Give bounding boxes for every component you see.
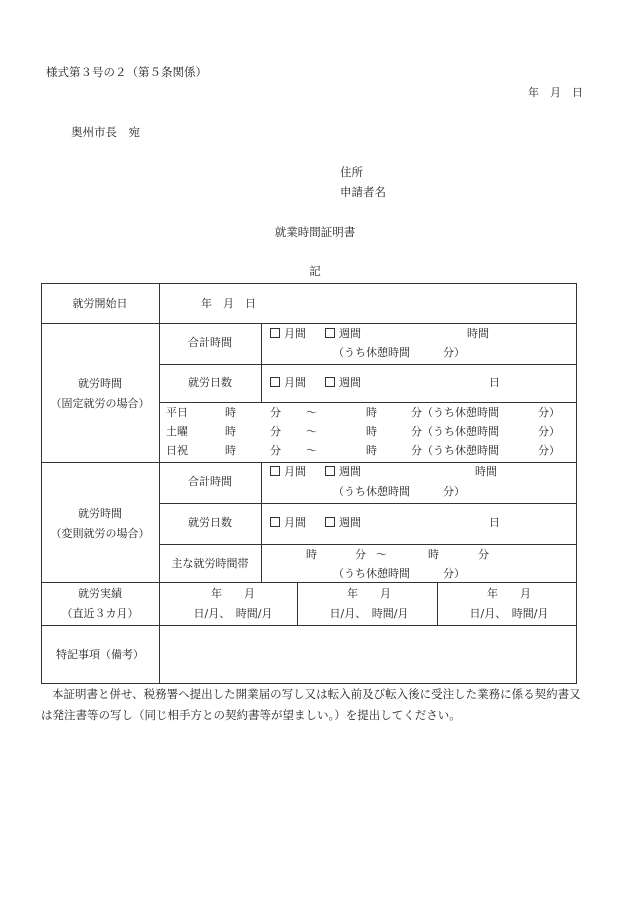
variable-days-label: 就労日数 [188, 516, 232, 529]
checkbox-week[interactable] [325, 466, 335, 476]
record-label: 就労実績 [78, 587, 122, 600]
fixed-days-label: 就労日数 [188, 376, 232, 389]
variable-days-options: 月間 週間 [270, 517, 361, 528]
address-label: 住所 [340, 165, 363, 179]
checkbox-week[interactable] [325, 328, 335, 338]
document-title: 就業時間証明書 [274, 225, 356, 239]
fixed-hours-sublabel: （固定就労の場合） [50, 397, 150, 410]
variable-total-label: 合計時間 [188, 475, 232, 488]
row-divider [159, 364, 576, 365]
remarks-field[interactable] [160, 626, 574, 682]
row-divider [42, 582, 576, 583]
record-sublabel: （直近３カ月） [61, 607, 139, 620]
certificate-table [41, 283, 577, 684]
remarks-label: 特記事項（備考） [56, 648, 144, 661]
variable-main-break: （うち休憩時間 分） [333, 567, 465, 580]
start-date-value: 年 月 日 [201, 297, 256, 310]
ki-label: 記 [309, 264, 321, 278]
col-divider [159, 284, 160, 683]
checkbox-week[interactable] [325, 517, 335, 527]
fixed-total-break: （うち休憩時間 分） [333, 346, 465, 359]
col-divider [261, 323, 262, 402]
checkbox-month[interactable] [270, 466, 280, 476]
fixed-total-hours-unit: 時間 [467, 327, 489, 340]
row-divider [159, 544, 576, 545]
variable-total-break: （うち休憩時間 分） [333, 485, 465, 498]
fixed-total-label: 合計時間 [188, 336, 232, 349]
variable-hours-label: 就労時間 [78, 507, 122, 520]
fixed-days-options: 月間 週間 [270, 377, 361, 388]
variable-total-options: 月間 週間 [270, 466, 361, 477]
row-divider [42, 323, 576, 324]
form-number: 様式第３号の２（第５条関係） [46, 65, 207, 79]
checkbox-week[interactable] [325, 377, 335, 387]
fixed-days-unit: 日 [489, 376, 500, 389]
submission-note: 本証明書と併せ、税務署へ提出した開業届の写し又は転入前及び転入後に受注した業務に係る契約書又は発注書等の写し（同じ相手方との契約書等が望ましい。）を提出してください。 [41, 687, 581, 722]
checkbox-month[interactable] [270, 377, 280, 387]
col-divider [297, 582, 298, 625]
col-divider [261, 462, 262, 582]
checkbox-month[interactable] [270, 517, 280, 527]
document-date: 年 月 日 [528, 86, 583, 99]
variable-days-unit: 日 [489, 516, 500, 529]
variable-main-label: 主な就労時間帯 [171, 557, 249, 570]
row-divider [159, 503, 576, 504]
fixed-total-options: 月間 週間 [270, 328, 361, 339]
applicant-label: 申請者名 [340, 185, 386, 199]
row-divider [42, 462, 576, 463]
fixed-hours-label: 就労時間 [78, 377, 122, 390]
addressee: 奥州市長 宛 [71, 125, 140, 139]
checkbox-month[interactable] [270, 328, 280, 338]
row-divider [159, 402, 576, 403]
col-divider [437, 582, 438, 625]
start-date-label: 就労開始日 [72, 297, 128, 310]
variable-total-hours-unit: 時間 [475, 465, 497, 478]
variable-hours-sublabel: （変則就労の場合） [50, 527, 150, 540]
